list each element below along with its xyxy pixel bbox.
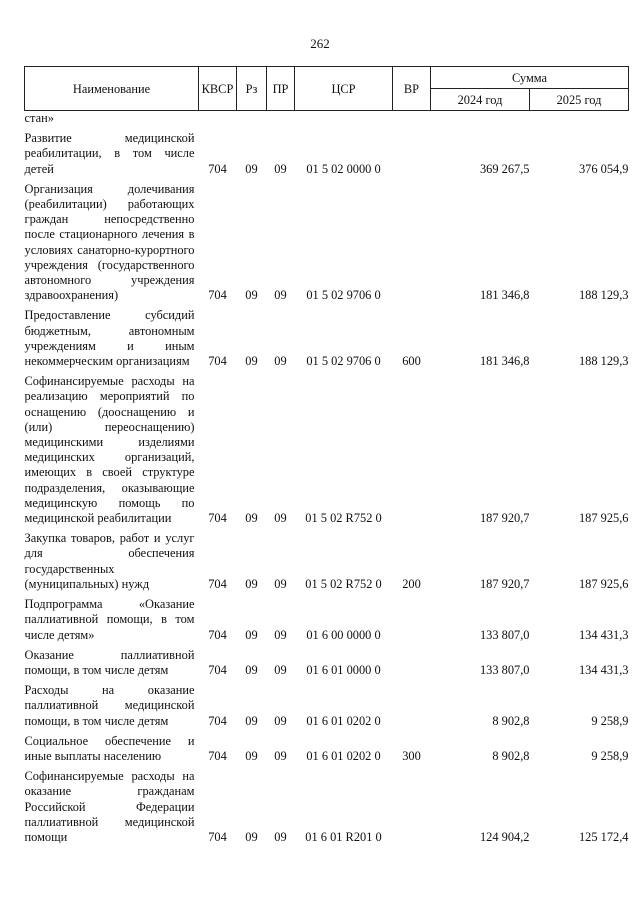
cell-sum-2025 bbox=[530, 111, 629, 127]
cell-name: Софинансируемые расходы на реализацию мероприятий по оснащению (дооснащению и (или) переоснащению) медицинскими изделиями медицинских организаций, имеющих в своей структуре подразделения, оказывающие медицинскую помощь по медицинской реабилитации bbox=[24, 374, 195, 526]
cell-sum-2025: 376 054,9 bbox=[578, 161, 629, 176]
cell-vr bbox=[393, 126, 431, 177]
cell-rz: 09 bbox=[245, 161, 258, 176]
cell-sum-2024: 181 346,8 bbox=[479, 288, 530, 303]
cell-pr: 09 bbox=[274, 627, 287, 642]
cell-sum-2024: 369 267,5 bbox=[479, 161, 530, 176]
cell-sum-2024: 124 904,2 bbox=[479, 829, 530, 844]
cell-csr: 01 5 02 R752 0 bbox=[305, 511, 382, 526]
cell-name: Закупка товаров, работ и услуг для обеспечения государственных (муниципальных) нужд bbox=[24, 531, 195, 591]
cell-csr bbox=[295, 111, 393, 127]
cell-rz: 09 bbox=[245, 288, 258, 303]
cell-rz bbox=[237, 111, 267, 127]
table-row bbox=[25, 643, 629, 678]
cell-csr: 01 5 02 9706 0 bbox=[306, 354, 381, 369]
cell-kvsr: 704 bbox=[208, 829, 227, 844]
cell-csr: 01 6 01 R201 0 bbox=[305, 829, 382, 844]
cell-kvsr: 704 bbox=[208, 288, 227, 303]
cell-csr: 01 5 02 9706 0 bbox=[306, 288, 381, 303]
cell-sum-2025: 134 431,3 bbox=[578, 662, 629, 677]
cell-pr: 09 bbox=[274, 354, 287, 369]
cell-vr bbox=[393, 111, 431, 127]
cell-name: Предоставление субсидий бюджетным, автономным учреждениям и иным некоммерческим организациям bbox=[24, 308, 195, 369]
cell-kvsr: 704 bbox=[208, 576, 227, 591]
cell-name: Оказание паллиативной помощи, в том числе детям bbox=[24, 647, 195, 677]
cell-csr: 01 6 01 0202 0 bbox=[306, 713, 381, 728]
cell-vr bbox=[393, 678, 431, 729]
cell-csr: 01 6 01 0000 0 bbox=[306, 662, 381, 677]
cell-rz: 09 bbox=[245, 511, 258, 526]
cell-csr: 01 6 01 0202 0 bbox=[306, 748, 381, 763]
table-body bbox=[25, 111, 629, 846]
header-rz: Рз bbox=[237, 67, 267, 111]
cell-name: Социальное обеспечение и иные выплаты населению bbox=[24, 733, 195, 763]
cell-rz: 09 bbox=[245, 713, 258, 728]
cell-csr: 01 5 02 R752 0 bbox=[305, 576, 382, 591]
cell-rz: 09 bbox=[245, 829, 258, 844]
cell-vr: 600 bbox=[402, 354, 421, 369]
cell-sum-2024: 8 902,8 bbox=[492, 748, 530, 763]
cell-pr bbox=[267, 111, 295, 127]
cell-vr: 200 bbox=[402, 576, 421, 591]
cell-sum-2025: 187 925,6 bbox=[578, 576, 629, 591]
table-row bbox=[25, 177, 629, 304]
cell-kvsr bbox=[199, 111, 237, 127]
cell-sum-2025: 9 258,9 bbox=[591, 748, 629, 763]
cell-name: Развитие медицинской реабилитации, в том числе детей bbox=[24, 131, 195, 176]
cell-sum-2025: 9 258,9 bbox=[591, 713, 629, 728]
cell-name: Софинансируемые расходы на оказание гражданам Российской Федерации паллиативной медицинской помощи bbox=[24, 769, 195, 844]
header-pr: ПР bbox=[267, 67, 295, 111]
budget-table bbox=[24, 66, 629, 845]
cell-sum-2024: 181 346,8 bbox=[479, 354, 530, 369]
cell-pr: 09 bbox=[274, 662, 287, 677]
cell-name: Расходы на оказание паллиативной медицинской помощи, в том числе детям bbox=[24, 683, 195, 728]
table-row bbox=[25, 764, 629, 845]
cell-sum-2024: 187 920,7 bbox=[479, 576, 530, 591]
cell-rz: 09 bbox=[245, 627, 258, 642]
table-row bbox=[25, 303, 629, 369]
cell-kvsr: 704 bbox=[208, 662, 227, 677]
cell-vr bbox=[393, 592, 431, 643]
table-row bbox=[25, 729, 629, 764]
header-year-2025: 2025 год bbox=[530, 89, 629, 111]
cell-kvsr: 704 bbox=[208, 511, 227, 526]
cell-sum-2025: 187 925,6 bbox=[578, 511, 629, 526]
table-row bbox=[25, 111, 629, 127]
cell-name: Подпрограмма «Оказание паллиативной помощи, в том числе детям» bbox=[24, 597, 195, 642]
header-sum: Сумма bbox=[431, 67, 629, 89]
cell-sum-2024 bbox=[431, 111, 530, 127]
cell-rz: 09 bbox=[245, 748, 258, 763]
cell-kvsr: 704 bbox=[208, 748, 227, 763]
header-year-2024: 2024 год bbox=[431, 89, 530, 111]
table-header bbox=[25, 67, 629, 111]
cell-vr bbox=[393, 643, 431, 678]
cell-pr: 09 bbox=[274, 576, 287, 591]
page-number: 262 bbox=[310, 36, 330, 51]
cell-sum-2024: 133 807,0 bbox=[479, 662, 530, 677]
cell-pr: 09 bbox=[274, 713, 287, 728]
cell-sum-2025: 188 129,3 bbox=[578, 354, 629, 369]
header-csr: ЦСР bbox=[295, 67, 393, 111]
cell-kvsr: 704 bbox=[208, 627, 227, 642]
cell-rz: 09 bbox=[245, 576, 258, 591]
cell-vr bbox=[393, 177, 431, 304]
cell-name: стан» bbox=[24, 111, 54, 125]
cell-rz: 09 bbox=[245, 354, 258, 369]
table-row bbox=[25, 369, 629, 526]
cell-pr: 09 bbox=[274, 829, 287, 844]
cell-pr: 09 bbox=[274, 511, 287, 526]
cell-name: Организация долечивания (реабилитации) работающих граждан непосредственно после стационарного лечения в условиях санаторно-курортного учреждения (государственного автономного учреждения здравоохранения) bbox=[24, 181, 195, 303]
cell-csr: 01 5 02 0000 0 bbox=[306, 161, 381, 176]
cell-sum-2024: 187 920,7 bbox=[479, 511, 530, 526]
header-kvsr: КВСР bbox=[199, 67, 237, 111]
cell-sum-2024: 8 902,8 bbox=[492, 713, 530, 728]
header-name: Наименование bbox=[25, 67, 199, 111]
cell-csr: 01 6 00 0000 0 bbox=[306, 627, 381, 642]
table-row bbox=[25, 526, 629, 592]
table-row bbox=[25, 678, 629, 729]
cell-kvsr: 704 bbox=[208, 161, 227, 176]
cell-vr bbox=[393, 369, 431, 526]
cell-sum-2025: 125 172,4 bbox=[578, 829, 629, 844]
cell-pr: 09 bbox=[274, 161, 287, 176]
cell-pr: 09 bbox=[274, 288, 287, 303]
cell-vr bbox=[393, 764, 431, 845]
cell-kvsr: 704 bbox=[208, 354, 227, 369]
cell-vr: 300 bbox=[402, 748, 421, 763]
cell-sum-2024: 133 807,0 bbox=[479, 627, 530, 642]
cell-kvsr: 704 bbox=[208, 713, 227, 728]
cell-sum-2025: 188 129,3 bbox=[578, 288, 629, 303]
cell-sum-2025: 134 431,3 bbox=[578, 627, 629, 642]
header-vr: ВР bbox=[393, 67, 431, 111]
cell-rz: 09 bbox=[245, 662, 258, 677]
table-row bbox=[25, 592, 629, 643]
cell-pr: 09 bbox=[274, 748, 287, 763]
table-row bbox=[25, 126, 629, 177]
